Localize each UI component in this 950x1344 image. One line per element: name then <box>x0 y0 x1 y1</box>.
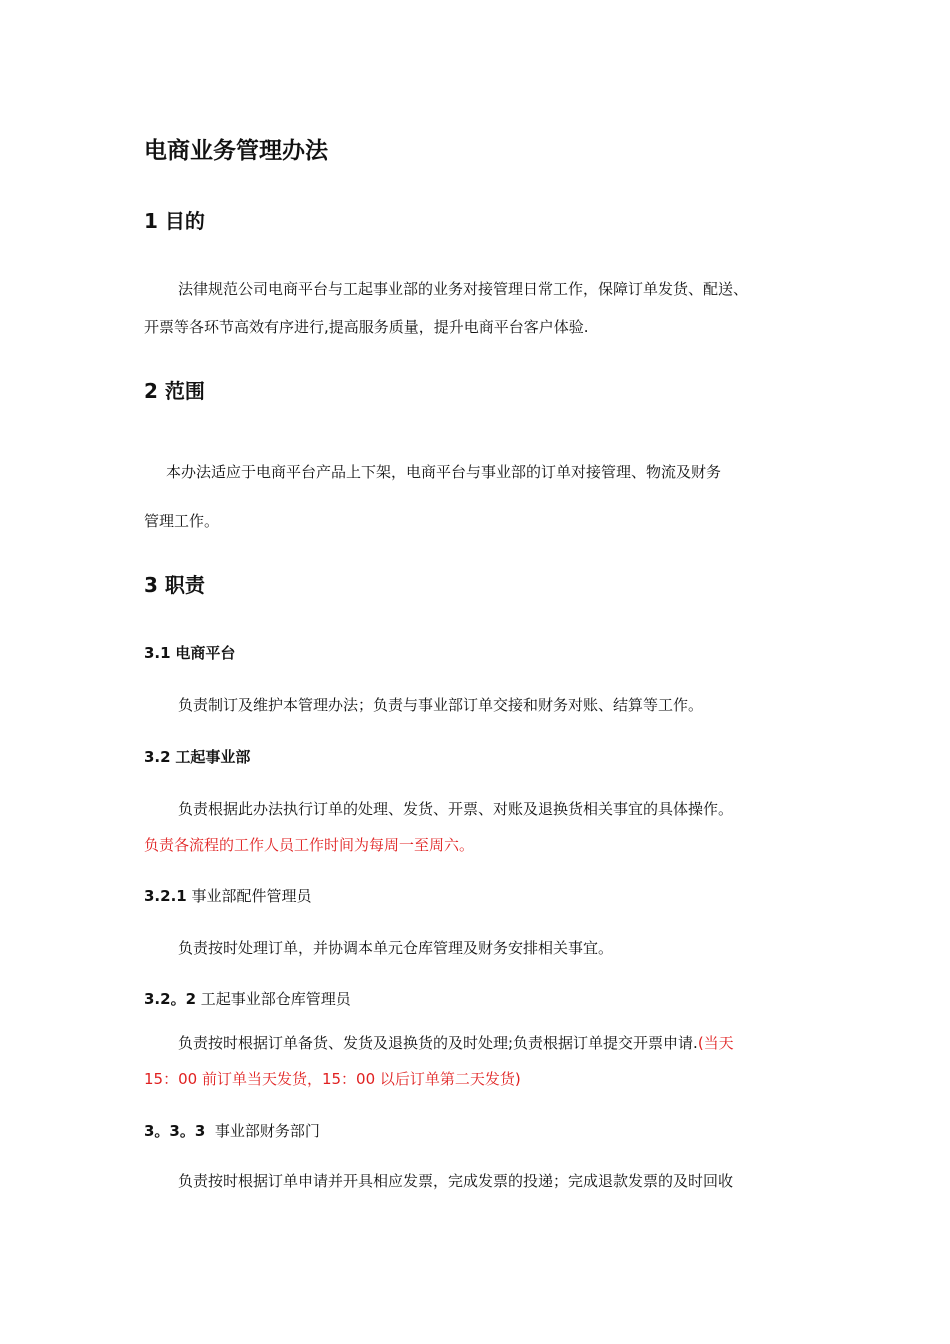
section-3-2-heading: 3.2 工起事业部 <box>144 748 251 766</box>
section-2-heading: 2 范围 <box>144 379 205 403</box>
section-2-line-2: 管理工作。 <box>144 512 220 530</box>
section-3-2-2-note-start: (当天 <box>697 1034 734 1052</box>
section-3-2-note: 负责各流程的工作人员工作时间为每周一至周六。 <box>144 836 475 854</box>
section-3-2-2-note: 15：00 前订单当天发货，15：00 以后订单第二天发货) <box>144 1070 521 1088</box>
section-2-paragraph <box>144 461 814 532</box>
section-3-1-body: 负责制订及维护本管理办法；负责与事业部订单交接和财务对账、结算等工作。 <box>178 696 704 714</box>
section-3-3-3-heading: 3。3。3 事业部财务部门 <box>144 1122 320 1140</box>
section-1-line-1: 法律规范公司电商平台与工起事业部的业务对接管理日常工作，保障订单发货、配送、 <box>178 280 749 298</box>
section-1-line-2: 开票等各环节高效有序进行,提高服务质量，提升电商平台客户体验. <box>144 318 589 336</box>
section-3-2-2-heading: 3.2。2 工起事业部仓库管理员 <box>144 990 351 1008</box>
section-2-line-1: 本办法适应于电商平台产品上下架，电商平台与事业部的订单对接管理、物流及财务 <box>166 463 722 481</box>
section-3-2-body: 负责根据此办法执行订单的处理、发货、开票、对账及退换货相关事宜的具体操作。 负责各流程的工作人员工作时间为每周一至周六。 <box>144 798 814 856</box>
section-1-paragraph <box>144 278 814 338</box>
section-3-2-1-heading: 3.2.1 事业部配件管理员 <box>144 887 312 905</box>
doc-title: 电商业务管理办法 <box>144 138 328 164</box>
section-3-2-1-body: 负责按时处理订单，并协调本单元仓库管理及财务安排相关事宜。 <box>178 939 614 957</box>
section-3-2-2-body: 负责按时根据订单备货、发货及退换货的及时处理;负责根据订单提交开票申请.(当天 15：00 前订单当天发货，15：00 以后订单第二天发货) <box>144 1032 814 1090</box>
section-3-1-heading: 3.1 电商平台 <box>144 644 236 662</box>
section-3-3-3-body: 负责按时根据订单申请并开具相应发票，完成发票的投递；完成退款发票的及时回收 <box>178 1172 734 1190</box>
section-1-heading: 1 目的 <box>144 209 205 233</box>
section-3-heading: 3 职责 <box>144 573 205 597</box>
